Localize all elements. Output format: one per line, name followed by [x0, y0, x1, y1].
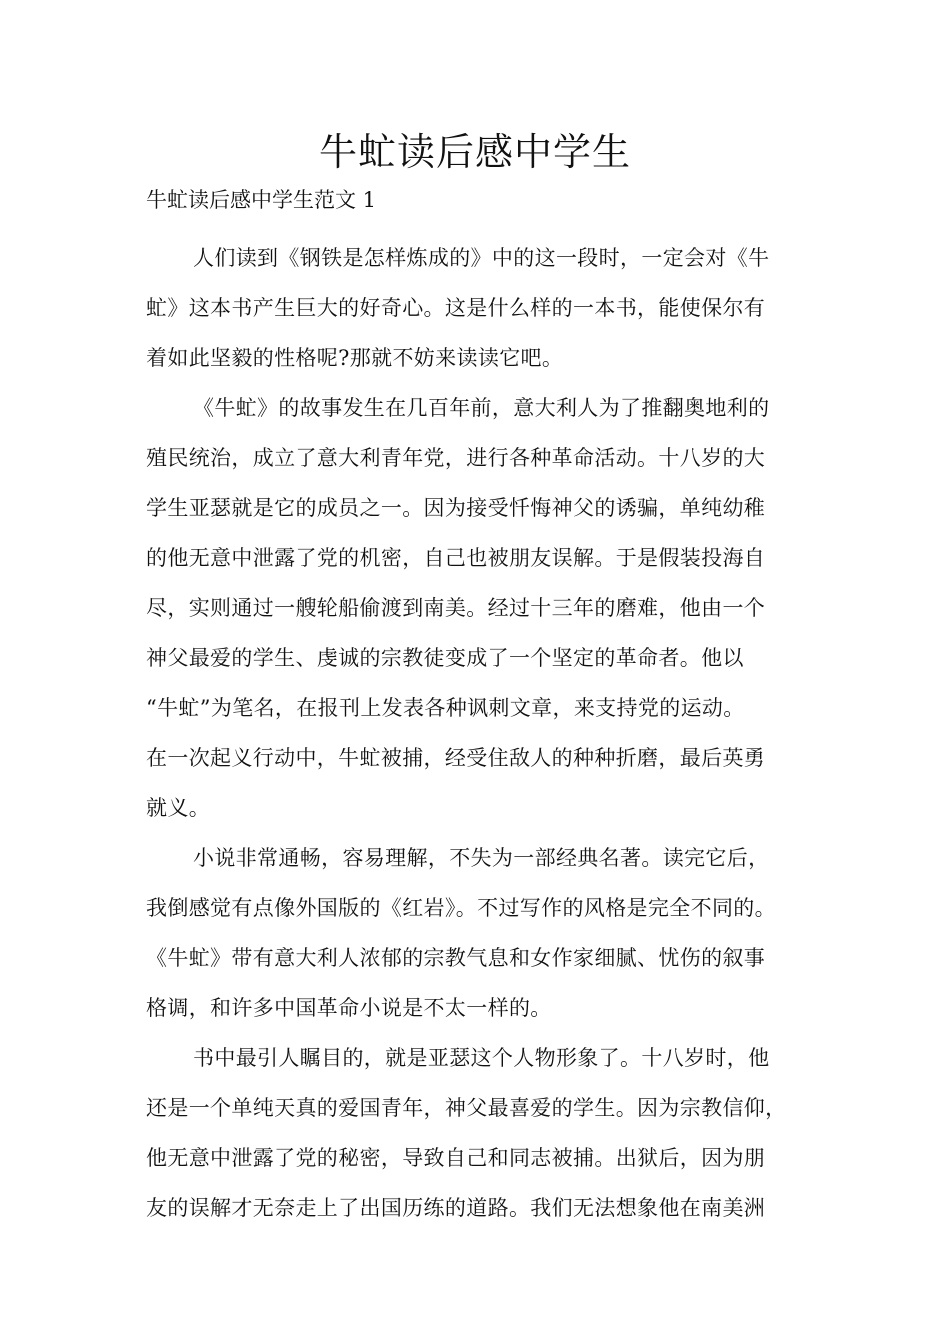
- paragraph-line: 殖民统治，成立了意大利青年党，进行各种革命活动。十八岁的大: [146, 446, 766, 470]
- document-subtitle: 牛虻读后感中学生范文 1: [146, 188, 377, 212]
- paragraph-line: “牛虻”为笔名，在报刊上发表各种讽刺文章，来支持党的运动。: [146, 696, 745, 720]
- paragraph-line: 在一次起义行动中，牛虻被捕，经受住敌人的种种折磨，最后英勇: [146, 746, 766, 770]
- paragraph-line: 人们读到《钢铁是怎样炼成的》中的这一段时，一定会对《牛: [193, 246, 770, 270]
- paragraph-line: 小说非常通畅，容易理解，不失为一部经典名著。读完它后，: [193, 846, 770, 870]
- paragraph-line: 神父最爱的学生、虔诚的宗教徒变成了一个坚定的革命者。他以: [146, 646, 744, 670]
- paragraph-line: 《牛虻》带有意大利人浓郁的宗教气息和女作家细腻、忧伤的叙事: [146, 946, 766, 970]
- paragraph-line: 友的误解才无奈走上了出国历练的道路。我们无法想象他在南美洲: [146, 1196, 766, 1220]
- paragraph-line: 格调，和许多中国革命小说是不太一样的。: [146, 996, 552, 1020]
- document-body: [146, 233, 810, 1233]
- document-title: 牛虻读后感中学生: [318, 130, 631, 174]
- paragraph-line: 虻》这本书产生巨大的好奇心。这是什么样的一本书，能使保尔有: [146, 296, 766, 320]
- paragraph-line: 的他无意中泄露了党的机密，自己也被朋友误解。于是假装投海自: [146, 546, 766, 570]
- paragraph-line: 尽，实则通过一艘轮船偷渡到南美。经过十三年的磨难，他由一个: [146, 596, 766, 620]
- paragraph-3: [146, 833, 810, 1033]
- paragraph-line: 着如此坚毅的性格呢?那就不妨来读读它吧。: [146, 346, 564, 370]
- paragraph-1: [146, 233, 810, 383]
- paragraph-line: 他无意中泄露了党的秘密，导致自己和同志被捕。出狱后，因为朋: [146, 1146, 766, 1170]
- paragraph-line: 书中最引人瞩目的，就是亚瑟这个人物形象了。十八岁时，他: [193, 1046, 770, 1070]
- paragraph-line: 就义。: [146, 796, 211, 820]
- paragraph-2: [146, 383, 810, 833]
- paragraph-line: 我倒感觉有点像外国版的《红岩》。不过写作的风格是完全不同的。: [146, 896, 776, 920]
- paragraph-line: 还是一个单纯天真的爱国青年，神父最喜爱的学生。因为宗教信仰，: [146, 1096, 787, 1120]
- paragraph-line: 学生亚瑟就是它的成员之一。因为接受忏悔神父的诱骗，单纯幼稚: [146, 496, 766, 520]
- paragraph-line: 《牛虻》的故事发生在几百年前，意大利人为了推翻奥地利的: [193, 396, 770, 420]
- paragraph-4: [146, 1033, 810, 1233]
